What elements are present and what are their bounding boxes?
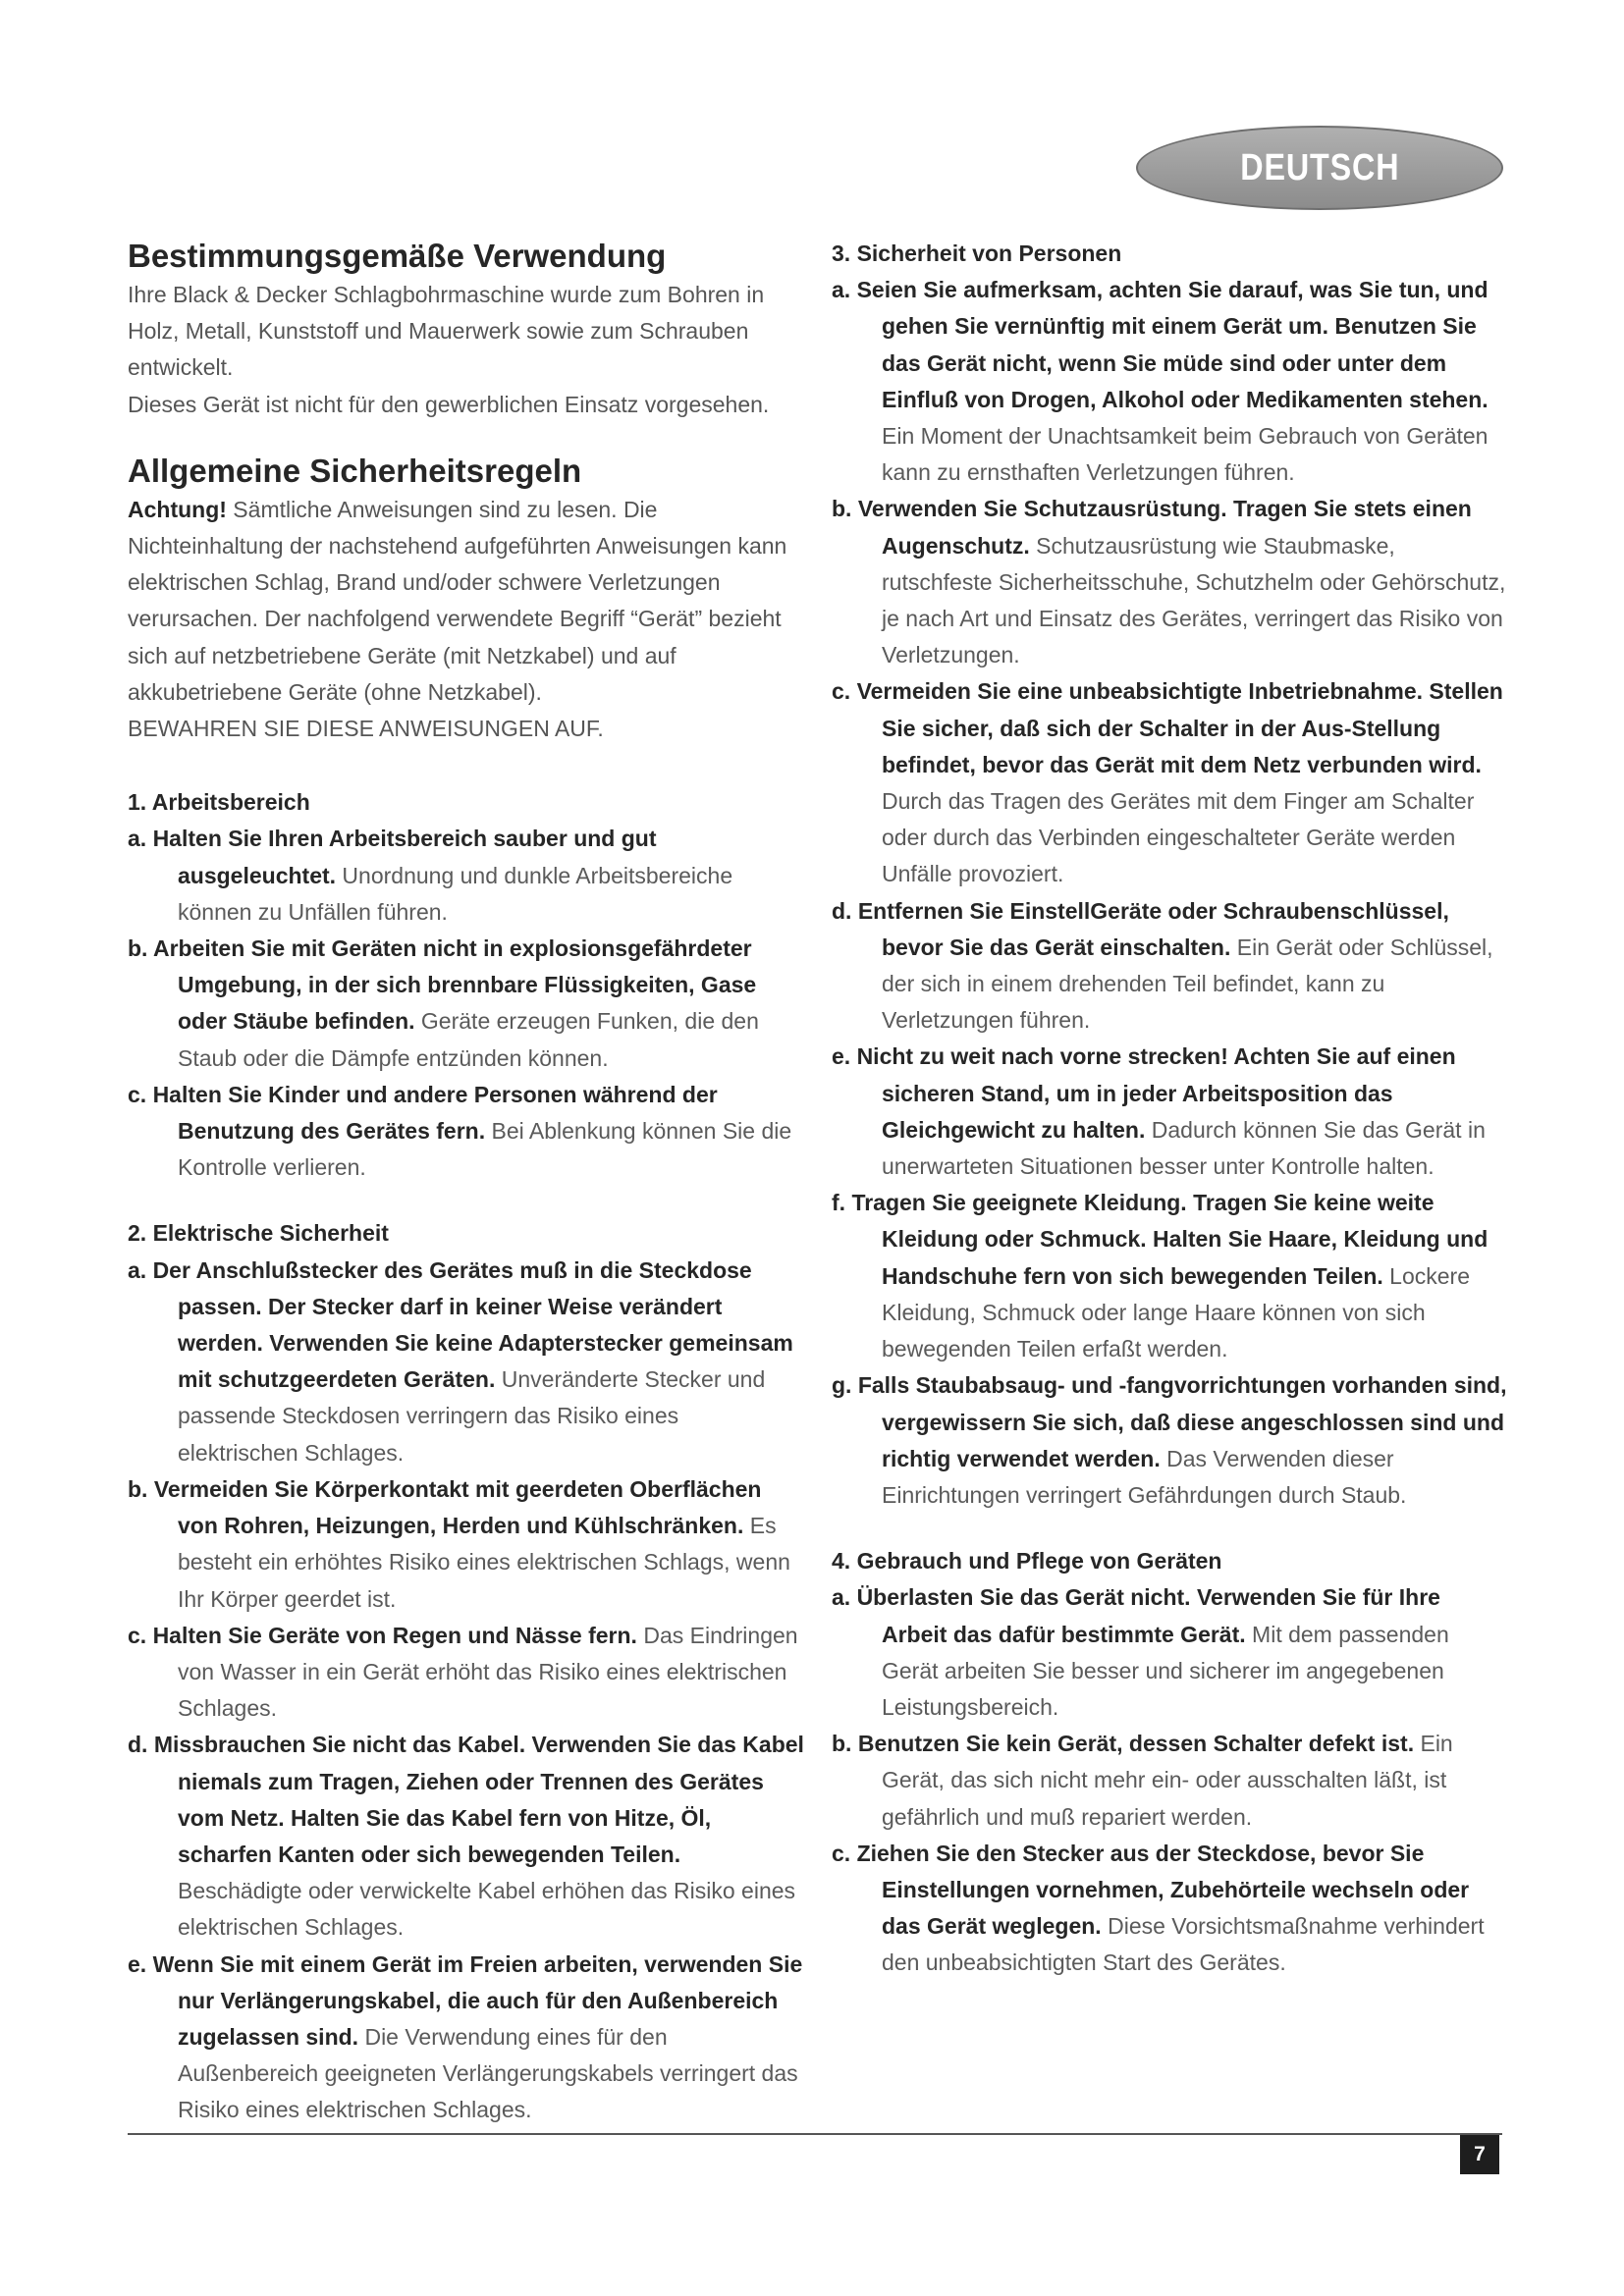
list-item <box>128 931 805 1077</box>
heading-intended-use: Bestimmungsgemäße Verwendung <box>128 238 667 274</box>
item-lead: a. Seien Sie aufmerksam, achten Sie darauf, was Sie tun, und gehen Sie vernünftig mit einem Gerät um. Benutzen Sie das Gerät nicht, wenn Sie müde sind oder unter dem Einfluß von Drogen, Alkohol oder Medikamenten stehen. <box>832 277 1489 412</box>
item-lead: b. Verwenden Sie Schutzausrüstung. Tragen Sie stets einen Augenschutz. <box>832 496 1472 559</box>
item-text: Geräte erzeugen Funken, die den Staub oder die Dämpfe entzünden können. <box>178 1008 759 1071</box>
list-item <box>832 1579 1509 1726</box>
item-lead: c. Vermeiden Sie eine unbeabsichtigte Inbetriebnahme. Stellen Sie sicher, daß sich der Schalter in der Aus-Stellung befindet, bevor das Gerät mit dem Netz verbunden wird. <box>832 678 1503 777</box>
item-lead: c. Ziehen Sie den Stecker aus der Steckdose, bevor Sie Einstellungen vornehmen, Zubehörteile wechseln oder das Gerät weglegen. <box>832 1840 1470 1940</box>
section-work-area-title: 1. Arbeitsbereich <box>128 789 310 816</box>
list-item <box>832 1836 1509 1982</box>
list-item <box>832 1367 1509 1514</box>
list-item <box>128 1727 805 1946</box>
item-lead: c. Halten Sie Kinder und andere Personen während der Benutzung des Gerätes fern. <box>128 1081 718 1145</box>
list-item <box>128 821 805 931</box>
item-text: Dadurch können Sie das Gerät in unerwarteten Situationen besser unter Kontrolle halten. <box>882 1116 1486 1180</box>
list-item <box>128 1077 805 1187</box>
item-text: Das Eindringen von Wasser in ein Gerät erhöht das Risiko eines elektrischen Schlages. <box>178 1622 798 1722</box>
intro-paragraph: Ihre Black & Decker Schlagbohrmaschine wurde zum Bohren in Holz, Metall, Kunststoff und Mauerwerk sowie zum Schrauben entwickelt. <box>128 282 765 381</box>
list-item <box>128 1947 805 2129</box>
warning-text: Sämtliche Anweisungen sind zu lesen. Die Nichteinhaltung der nachstehend aufgeführten Anweisungen kann elektrischen Schlag, Brand und/oder schwere Verletzungen verursachen. Der nachfolgend verwendete Begriff “Gerät” bezieht sich auf netzbetriebene Geräte (mit Netzkabel) und auf akkubetriebene Geräte (ohne Netzkabel). <box>128 496 787 705</box>
item-text: Diese Vorsichtsmaßnahme verhindert den unbeabsichtigten Start des Gerätes. <box>882 1913 1485 1976</box>
item-text: Mit dem passenden Gerät arbeiten Sie besser und sicherer im angegebenen Leistungsbereich. <box>882 1621 1449 1720</box>
item-text: Das Verwenden dieser Einrichtungen verringert Gefährdungen durch Staub. <box>882 1445 1407 1508</box>
item-text: Ein Gerät oder Schlüssel, der sich in einem drehenden Teil befindet, kann zu Verletzungen führen. <box>882 934 1493 1034</box>
item-lead: b. Benutzen Sie kein Gerät, dessen Schalter defekt ist. <box>832 1731 1415 1757</box>
keep-instructions-note: BEWAHREN SIE DIESE ANWEISUNGEN AUF. <box>128 716 604 742</box>
item-text: Unveränderte Stecker und passende Steckdosen verringern das Risiko eines elektrischen Schlages. <box>178 1366 766 1466</box>
language-badge <box>1136 126 1503 210</box>
item-lead: a. Halten Sie Ihren Arbeitsbereich sauber und gut ausgeleuchtet. <box>128 826 657 888</box>
item-text: Durch das Tragen des Gerätes mit dem Finger am Schalter oder durch das Verbinden eingeschalteter Geräte werden Unfälle provoziert. <box>882 788 1475 887</box>
item-text: Schutzausrüstung wie Staubmaske, rutschfeste Sicherheitsschuhe, Schutzhelm oder Gehörschutz, je nach Art und Einsatz des Gerätes, verringert das Risiko von Verletzungen. <box>882 532 1506 668</box>
left-column <box>128 236 805 2129</box>
item-lead: g. Falls Staubabsaug- und -fangvorrichtungen vorhanden sind, vergewissern Sie sich, daß diese angeschlossen sind und richtig verwendet werden. <box>832 1372 1507 1471</box>
item-lead: f. Tragen Sie geeignete Kleidung. Tragen Sie keine weite Kleidung oder Schmuck. Halten Sie Haare, Kleidung und Handschuhe fern von sich bewegenden Teilen. <box>832 1190 1489 1289</box>
item-text: Es besteht ein erhöhtes Risiko eines elektrischen Schlags, wenn Ihr Körper geerdet ist. <box>178 1513 790 1612</box>
list-item <box>832 272 1509 491</box>
list-item <box>128 1618 805 1728</box>
section-electrical-title: 2. Elektrische Sicherheit <box>128 1220 389 1247</box>
list-item <box>832 1726 1509 1836</box>
item-text: Beschädigte oder verwickelte Kabel erhöhen das Risiko eines elektrischen Schlages. <box>178 1878 796 1941</box>
intro-commercial-note: Dieses Gerät ist nicht für den gewerblichen Einsatz vorgesehen. <box>128 391 770 417</box>
item-text: Ein Moment der Unachtsamkeit beim Gebrauch von Geräten kann zu ernsthaften Verletzungen führen. <box>882 423 1489 486</box>
item-lead: b. Arbeiten Sie mit Geräten nicht in explosionsgefährdeter Umgebung, in der sich brennbare Flüssigkeiten, Gase oder Stäube befinden. <box>128 935 757 1035</box>
item-lead: d. Entfernen Sie EinstellGeräte oder Schraubenschlüssel, bevor Sie das Gerät einschalten. <box>832 897 1449 960</box>
warning-paragraph <box>128 492 805 711</box>
list-item <box>128 1471 805 1618</box>
item-lead: e. Wenn Sie mit einem Gerät im Freien arbeiten, verwenden Sie nur Verlängerungskabel, die auch für den Außenbereich zugelassen sind. <box>128 1950 803 2050</box>
heading-general-safety: Allgemeine Sicherheitsregeln <box>128 452 582 489</box>
item-text: Die Verwendung eines für den Außenbereich geeigneten Verlängerungskabels verringert das Risiko eines elektrischen Schlages. <box>178 2023 798 2123</box>
list-item <box>832 1039 1509 1185</box>
item-lead: a. Überlasten Sie das Gerät nicht. Verwenden Sie für Ihre Arbeit das dafür bestimmte Gerät. <box>832 1584 1440 1647</box>
language-badge-label: DEUTSCH <box>1239 146 1400 188</box>
item-text: Bei Ablenkung können Sie die Kontrolle verlieren. <box>178 1118 792 1181</box>
list-item <box>832 491 1509 673</box>
list-item <box>128 1253 805 1471</box>
item-text: Unordnung und dunkle Arbeitsbereiche können zu Unfällen führen. <box>178 862 733 925</box>
page-number: 7 <box>1460 2135 1499 2174</box>
item-text: Lockere Kleidung, Schmuck oder lange Haare können von sich bewegenden Teilen erfaßt werden. <box>882 1262 1471 1362</box>
item-lead: a. Der Anschlußstecker des Gerätes muß in die Steckdose passen. Der Stecker darf in keiner Weise verändert werden. Verwenden Sie keine Adapterstecker gemeinsam mit schutzgeerdeten Geräten. <box>128 1256 793 1393</box>
item-lead: b. Vermeiden Sie Körperkontakt mit geerdeten Oberflächen von Rohren, Heizungen, Herden und Kühlschränken. <box>128 1475 762 1539</box>
section-personal-safety-title: 3. Sicherheit von Personen <box>832 240 1122 266</box>
footer-divider <box>128 2133 1502 2135</box>
list-item <box>832 673 1509 892</box>
warning-lead: Achtung! <box>128 496 227 522</box>
item-lead: e. Nicht zu weit nach vorne strecken! Achten Sie auf einen sicheren Stand, um in jeder Arbeitsposition das Gleichgewicht zu halten. <box>832 1043 1456 1143</box>
item-lead: d. Missbrauchen Sie nicht das Kabel. Verwenden Sie das Kabel niemals zum Tragen, Ziehen oder Trennen des Gerätes vom Netz. Halten Sie das Kabel fern von Hitze, Öl, scharfen Kanten oder sich bewegenden Teilen. <box>128 1732 804 1867</box>
item-lead: c. Halten Sie Geräte von Regen und Nässe fern. <box>128 1622 637 1648</box>
right-column <box>832 236 1509 1982</box>
list-item <box>832 1185 1509 1367</box>
item-text: Ein Gerät, das sich nicht mehr ein- oder ausschalten läßt, ist gefährlich und muß repariert werden. <box>882 1731 1453 1830</box>
list-item <box>832 893 1509 1040</box>
section-tool-use-title: 4. Gebrauch und Pflege von Geräten <box>832 1548 1222 1575</box>
